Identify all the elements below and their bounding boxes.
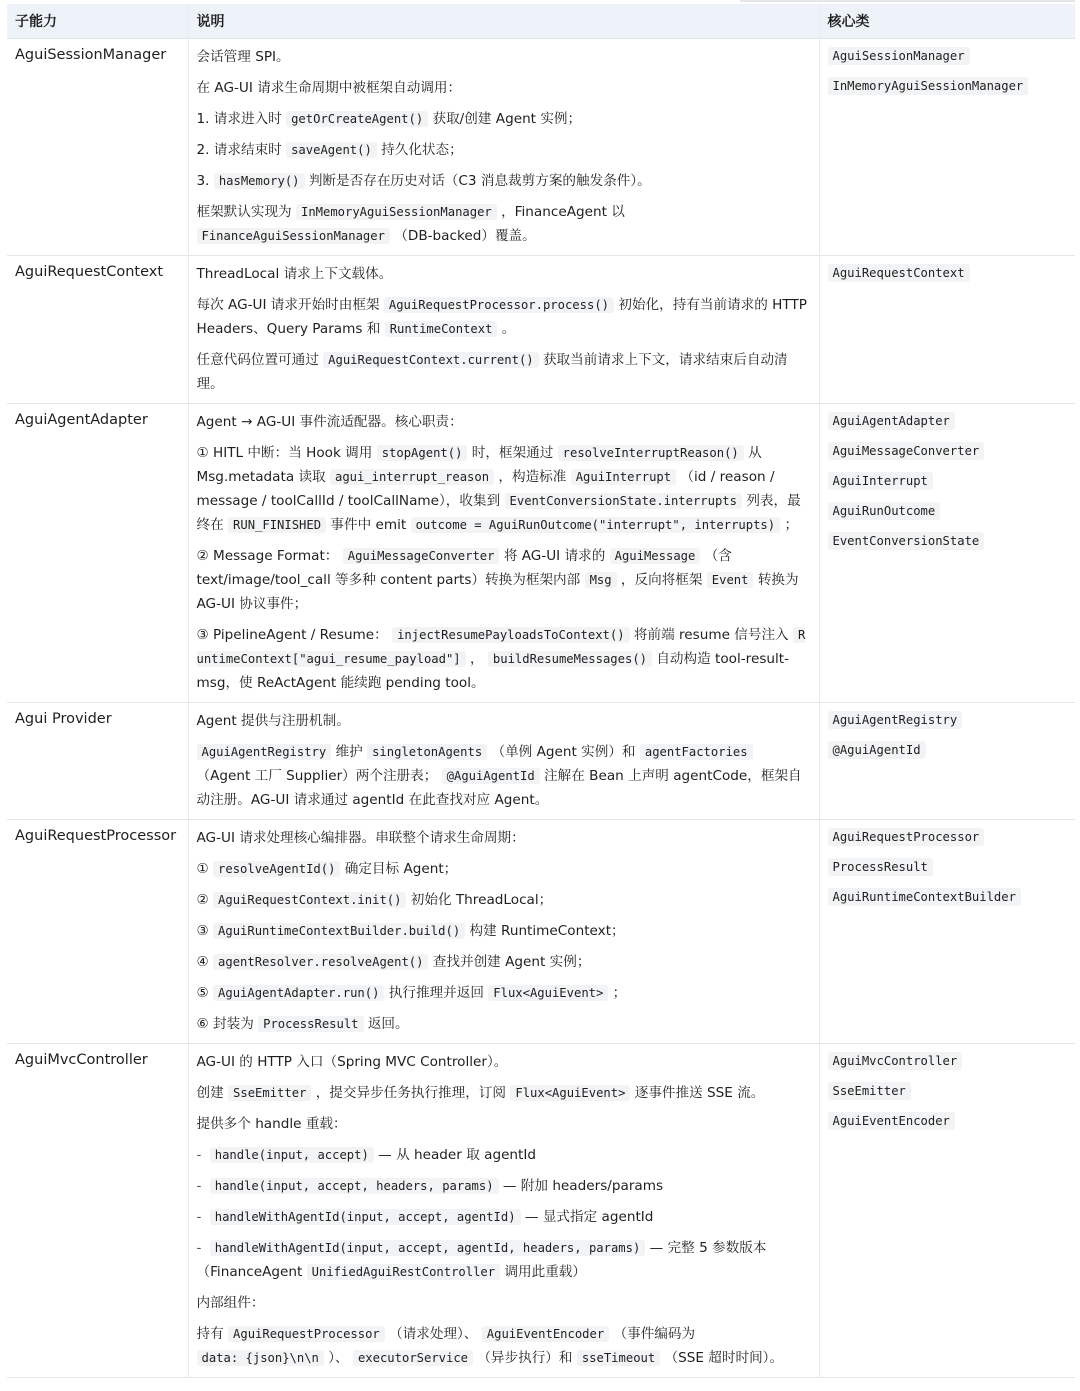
capability-name: AguiAgentAdapter [7, 404, 188, 703]
text-segment: 判断是否存在历史对话（C3 消息裁剪方案的触发条件）。 [308, 173, 651, 189]
table-row [7, 39, 1075, 256]
inline-code: SseEmitter [228, 1085, 311, 1101]
text-segment: 将前端 resume 信号注入 [633, 627, 789, 643]
description-line [197, 1291, 811, 1315]
description-cell [188, 404, 819, 703]
header-capability: 子能力 [7, 4, 188, 39]
description-line [197, 740, 811, 812]
core-class-name: AguiAgentAdapter [828, 412, 955, 430]
inline-code: agentFactories [640, 744, 753, 760]
text-segment: 注解在 Bean 上声明 agentCode，框架自动注册。AG-UI 请求通过 agentId 在此查找对应 Agent。 [196, 768, 802, 808]
core-class-name: AguiRequestProcessor [828, 828, 985, 846]
inline-code: AguiAgentAdapter.run() [213, 985, 384, 1001]
inline-code: Event [707, 572, 754, 588]
text-segment: 返回。 [367, 1016, 409, 1032]
core-class-item [828, 262, 1068, 284]
header-core-classes: 核心类 [819, 4, 1075, 39]
text-segment: ，反向将框架 [620, 572, 703, 588]
inline-code: @AguiAgentId [442, 768, 540, 784]
core-class-item [828, 470, 1068, 492]
capability-name: AguiMvcController [7, 1044, 188, 1378]
text-segment: AG-UI 请求处理核心编排器。串联整个请求生命周期： [196, 830, 525, 846]
text-segment: — 附加 headers/params [502, 1178, 664, 1194]
text-segment: 逐事件推送 SSE 流。 [634, 1085, 765, 1101]
inline-code: handleWithAgentId(input, accept, agentId) [210, 1209, 521, 1225]
inline-code: AguiInterrupt [571, 469, 676, 485]
list-dash: - [196, 1240, 202, 1256]
description-line [197, 76, 811, 100]
inline-code: AguiEventEncoder [482, 1326, 609, 1342]
description-line [197, 623, 811, 695]
core-class-name: AguiSessionManager [828, 47, 970, 65]
description-line [197, 200, 811, 248]
text-segment: ② [196, 892, 209, 908]
description-line [197, 262, 811, 286]
text-segment: 3. [196, 173, 210, 189]
text-segment: 初始化，持有当前请求的 HTTP Headers、Query Params 和 [196, 297, 807, 337]
core-class-name: SseEmitter [828, 1082, 911, 1100]
text-segment: 自动构造 tool-result-msg，使 ReActAgent 能续跑 pending tool。 [196, 651, 790, 691]
text-segment: — 从 header 取 agentId [378, 1147, 537, 1163]
inline-code: singletonAgents [367, 744, 487, 760]
table-row [7, 820, 1075, 1044]
table-row [7, 703, 1075, 820]
text-segment: 转换为 AG-UI 协议事件； [196, 572, 799, 612]
core-class-item [828, 75, 1068, 97]
description-line [197, 441, 811, 537]
text-segment: （DB-backed）覆盖。 [394, 228, 536, 244]
description-line [197, 1205, 811, 1229]
description-line [197, 1236, 811, 1284]
text-segment: 从 Msg.metadata 读取 [196, 445, 762, 485]
core-classes-cell [819, 703, 1075, 820]
description-line [197, 709, 811, 733]
core-class-name: EventConversionState [828, 532, 985, 550]
text-segment: ，提交异步任务执行推理，订阅 [315, 1085, 507, 1101]
text-segment: Agent → AG-UI 事件流适配器。核心职责： [196, 414, 463, 430]
inline-code: InMemoryAguiSessionManager [296, 204, 497, 220]
inline-code: Flux<AguiEvent> [488, 985, 608, 1001]
text-segment: ③ [196, 923, 209, 939]
text-segment: ③ PipelineAgent / Resume： [196, 627, 388, 643]
inline-code: ProcessResult [258, 1016, 363, 1032]
core-classes-cell [819, 256, 1075, 404]
core-classes-cell [819, 39, 1075, 256]
core-class-item [828, 530, 1068, 552]
inline-code: RuntimeContext [385, 321, 498, 337]
inline-code: handle(input, accept) [210, 1147, 374, 1163]
text-segment: ，FinanceAgent 以 [501, 204, 625, 220]
list-dash: - [196, 1147, 202, 1163]
description-cell [188, 703, 819, 820]
text-segment: （id / reason / message / toolCallId / toolCallName），收集到 [196, 469, 775, 509]
text-segment: （Agent 工厂 Supplier）两个注册表； [196, 768, 438, 784]
inline-code: injectResumePayloadsToContext() [392, 627, 629, 643]
core-class-item [828, 1050, 1068, 1072]
text-segment: Agent 提供与注册机制。 [196, 713, 350, 729]
description-line [197, 45, 811, 69]
description-line [197, 1143, 811, 1167]
text-segment: （请求处理）、 [389, 1326, 478, 1342]
core-classes-cell [819, 820, 1075, 1044]
text-segment: （含 text/image/tool_call 等多种 content parts）转换为框架内部 [196, 548, 732, 588]
description-line [197, 1081, 811, 1105]
inline-code: data: {json}\n\n [197, 1350, 324, 1366]
core-class-name: AguiEventEncoder [828, 1112, 955, 1130]
text-segment: 获取/创建 Agent 实例； [432, 111, 582, 127]
description-cell [188, 256, 819, 404]
core-class-item [828, 410, 1068, 432]
text-segment: 查找并创建 Agent 实例； [432, 954, 591, 970]
core-class-item [828, 886, 1068, 908]
inline-code: outcome = AguiRunOutcome("interrupt", interrupts) [411, 517, 781, 533]
list-dash: - [196, 1178, 202, 1194]
capability-name: Agui Provider [7, 703, 188, 820]
top-divider [740, 0, 1075, 2]
core-class-name: AguiRuntimeContextBuilder [828, 888, 1021, 906]
inline-code: agui_interrupt_reason [330, 469, 494, 485]
core-class-item [828, 1080, 1068, 1102]
core-class-name: AguiAgentRegistry [828, 711, 963, 729]
inline-code: sseTimeout [577, 1350, 660, 1366]
text-segment: ⑥ 封装为 [196, 1016, 254, 1032]
text-segment: 内部组件： [196, 1295, 265, 1311]
text-segment: ， [469, 651, 484, 667]
core-classes-cell [819, 1044, 1075, 1378]
core-class-item [828, 500, 1068, 522]
table-row [7, 1044, 1075, 1378]
core-classes-cell [819, 404, 1075, 703]
text-segment: 构建 RuntimeContext； [469, 923, 625, 939]
description-cell [188, 820, 819, 1044]
text-segment: 提供多个 handle 重载： [196, 1116, 347, 1132]
description-line [197, 1174, 811, 1198]
inline-code: AguiRequestContext.current() [323, 352, 538, 368]
capability-table [7, 4, 1075, 1378]
text-segment: 执行推理并返回 [388, 985, 484, 1001]
inline-code: EventConversionState.interrupts [505, 493, 742, 509]
core-class-name: AguiRequestContext [828, 264, 970, 282]
table-header [7, 4, 1075, 39]
core-class-item [828, 440, 1068, 462]
description-line [197, 169, 811, 193]
inline-code: saveAgent() [286, 142, 377, 158]
inline-code: AguiMessage [610, 548, 701, 564]
text-segment: ⑤ [196, 985, 209, 1001]
text-segment: 创建 [196, 1085, 224, 1101]
inline-code: handle(input, accept, headers, params) [210, 1178, 499, 1194]
core-class-item [828, 709, 1068, 731]
inline-code: agentResolver.resolveAgent() [213, 954, 428, 970]
inline-code: Flux<AguiEvent> [510, 1085, 630, 1101]
text-segment: 1. 请求进入时 [196, 111, 282, 127]
inline-code: AguiRequestContext.init() [213, 892, 406, 908]
text-segment: 事件中 emit [330, 517, 407, 533]
description-line [197, 1322, 811, 1370]
inline-code: handleWithAgentId(input, accept, agentId, headers, params) [210, 1240, 646, 1256]
text-segment: ② Message Format： [196, 548, 339, 564]
inline-code: AguiMessageConverter [343, 548, 500, 564]
description-cell [188, 1044, 819, 1378]
inline-code: resolveInterruptReason() [558, 445, 744, 461]
inline-code: AguiAgentRegistry [197, 744, 332, 760]
description-line [197, 919, 811, 943]
description-line [197, 293, 811, 341]
core-class-item [828, 856, 1068, 878]
capability-name: AguiRequestProcessor [7, 820, 188, 1044]
text-segment: ； [784, 517, 799, 533]
text-segment: — 完整 5 参数版本（FinanceAgent [196, 1240, 767, 1280]
core-class-name: InMemoryAguiSessionManager [828, 77, 1029, 95]
inline-code: FinanceAguiSessionManager [197, 228, 390, 244]
text-segment: 2. 请求结束时 [196, 142, 282, 158]
text-segment: AG-UI 的 HTTP 入口（Spring MVC Controller）。 [196, 1054, 508, 1070]
text-segment: 将 AG-UI 请求的 [503, 548, 606, 564]
inline-code: AguiRuntimeContextBuilder.build() [213, 923, 465, 939]
core-class-item [828, 826, 1068, 848]
description-line [197, 1050, 811, 1074]
text-segment: ④ [196, 954, 209, 970]
core-class-name: AguiMessageConverter [828, 442, 985, 460]
table-body [7, 39, 1075, 1378]
text-segment: 确定目标 Agent； [344, 861, 458, 877]
text-segment: 调用此重载） [504, 1264, 586, 1280]
header-description: 说明 [188, 4, 819, 39]
core-class-name: AguiInterrupt [828, 472, 933, 490]
core-class-name: AguiRunOutcome [828, 502, 941, 520]
text-segment: （SSE 超时时间）。 [664, 1350, 784, 1366]
inline-code: buildResumeMessages() [488, 651, 652, 667]
text-segment: 框架默认实现为 [196, 204, 292, 220]
text-segment: 持久化状态； [381, 142, 463, 158]
description-line [197, 410, 811, 434]
text-segment: （异步执行）和 [477, 1350, 573, 1366]
inline-code: executorService [353, 1350, 473, 1366]
core-class-name: AguiMvcController [828, 1052, 963, 1070]
inline-code: hasMemory() [214, 173, 305, 189]
description-line [197, 107, 811, 131]
list-dash: - [196, 1209, 202, 1225]
text-segment: （单例 Agent 实例）和 [491, 744, 636, 760]
inline-code: stopAgent() [377, 445, 468, 461]
text-segment: 获取当前请求上下文，请求结束后自动清理。 [196, 352, 788, 392]
description-line [197, 544, 811, 616]
core-class-item [828, 45, 1068, 67]
text-segment: — 显式指定 agentId [524, 1209, 654, 1225]
text-segment: ，构造标准 [498, 469, 567, 485]
inline-code: RuntimeContext["agui_resume_payload"] [196, 628, 806, 666]
text-segment: 列表，最终在 [196, 493, 801, 533]
text-segment: ）、 [328, 1350, 349, 1366]
description-line [197, 1012, 811, 1036]
description-line [197, 348, 811, 396]
text-segment: 初始化 ThreadLocal； [410, 892, 553, 908]
inline-code: UnifiedAguiRestController [307, 1264, 500, 1280]
core-class-item [828, 1110, 1068, 1132]
text-segment: 在 AG-UI 请求生命周期中被框架自动调用： [196, 80, 462, 96]
text-segment: ① HITL 中断：当 Hook 调用 [196, 445, 373, 461]
description-line [197, 826, 811, 850]
core-class-name: ProcessResult [828, 858, 933, 876]
description-line [197, 981, 811, 1005]
description-line [197, 857, 811, 881]
core-class-name: @AguiAgentId [828, 741, 926, 759]
inline-code: resolveAgentId() [213, 861, 340, 877]
text-segment: 维护 [335, 744, 363, 760]
text-segment: 任意代码位置可通过 [196, 352, 319, 368]
text-segment: 每次 AG-UI 请求开始时由框架 [196, 297, 380, 313]
description-line [197, 950, 811, 974]
description-line [197, 888, 811, 912]
core-class-item [828, 739, 1068, 761]
text-segment: 会话管理 SPI。 [196, 49, 290, 65]
text-segment: ① [196, 861, 209, 877]
text-segment: 时，框架通过 [471, 445, 554, 461]
inline-code: getOrCreateAgent() [286, 111, 428, 127]
capability-name: AguiSessionManager [7, 39, 188, 256]
table-row [7, 256, 1075, 404]
inline-code: AguiRequestProcessor [228, 1326, 385, 1342]
description-cell [188, 39, 819, 256]
text-segment: 。 [501, 321, 516, 337]
inline-code: RUN_FINISHED [228, 517, 326, 533]
text-segment: 持有 [196, 1326, 224, 1342]
inline-code: Msg [585, 572, 617, 588]
text-segment: （事件编码为 [613, 1326, 696, 1342]
capability-name: AguiRequestContext [7, 256, 188, 404]
description-line [197, 1112, 811, 1136]
table-row [7, 404, 1075, 703]
text-segment: ThreadLocal 请求上下文载体。 [196, 266, 393, 282]
description-line [197, 138, 811, 162]
inline-code: AguiRequestProcessor.process() [384, 297, 614, 313]
text-segment: ； [612, 985, 627, 1001]
